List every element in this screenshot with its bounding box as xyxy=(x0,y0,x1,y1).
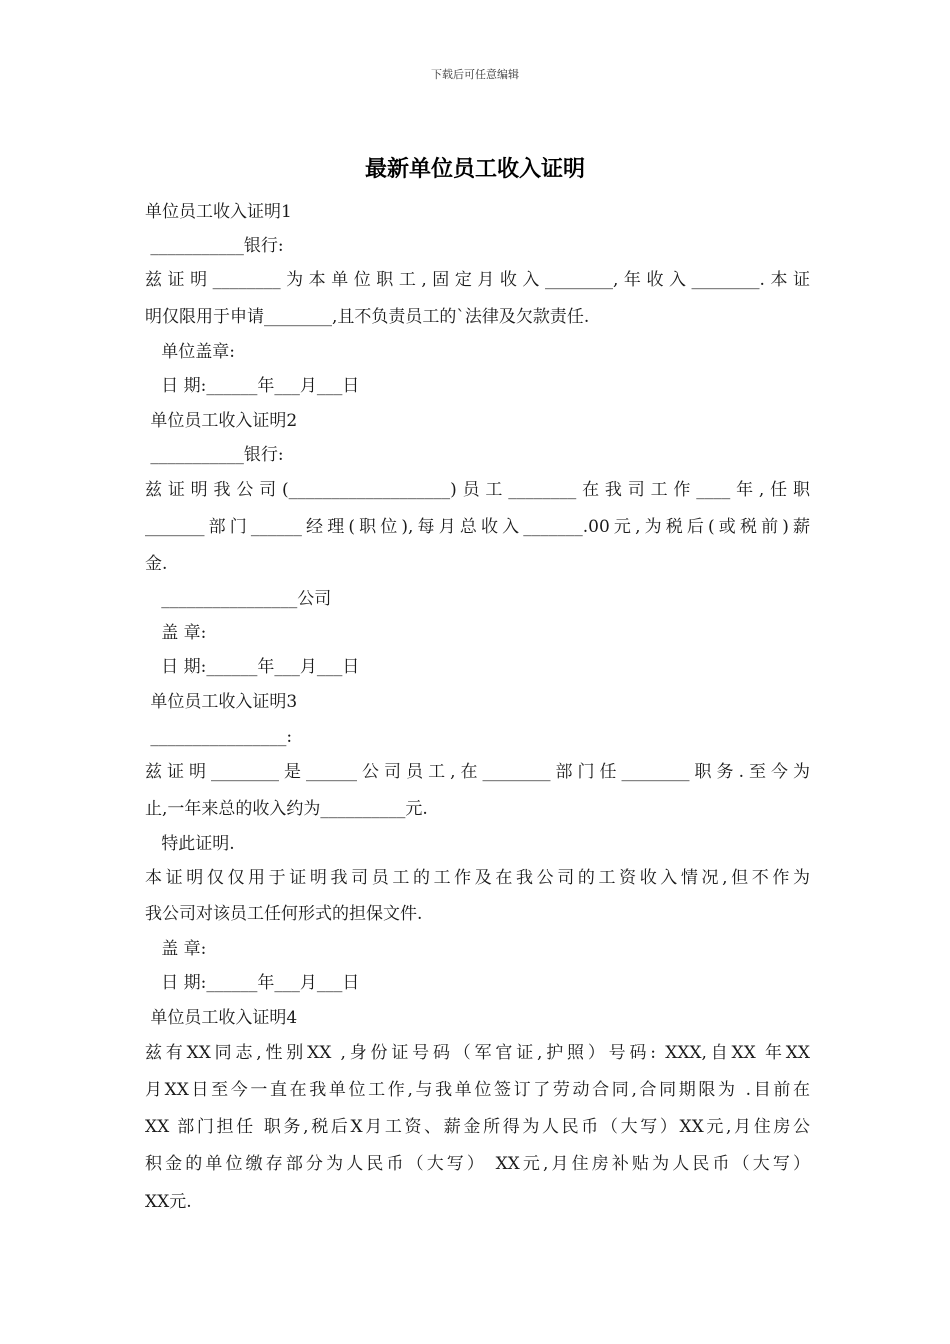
body-line: 月XX日至今一直在我单位工作,与我单位签订了劳动合同,合同期限为 .目前在 xyxy=(145,1080,810,1100)
addressee-line: ___________银行: xyxy=(145,236,284,256)
section-heading-2: 单位员工收入证明2 xyxy=(145,411,298,431)
body-line: 兹有XX同志,性别XX ,身份证号码（军官证,护照）号码: XXX,自XX 年XX xyxy=(145,1043,810,1063)
body-line: 兹证明我公司(___________________)员工________在我司工作____年,任职 xyxy=(145,480,810,500)
section-heading-1: 单位员工收入证明1 xyxy=(145,202,292,222)
body-line: 金. xyxy=(145,554,168,574)
body-line: _______部门______经理(职位),每月总收入_______.00元,为税后(或税前)薪 xyxy=(145,517,810,537)
body-line: 止,一年来总的收入约为__________元. xyxy=(145,799,428,819)
section-heading-4: 单位员工收入证明4 xyxy=(145,1008,298,1028)
company-line: ________________公司 xyxy=(145,589,332,609)
body-line: 我公司对该员工任何形式的担保文件. xyxy=(145,904,423,924)
addressee-line: ________________: xyxy=(145,727,293,747)
body-line: 兹证明________是______公司员工,在________部门任________职务.至今为 xyxy=(145,762,810,782)
date-line: 日 期:______年___月___日 xyxy=(145,973,360,993)
seal-line: 盖 章: xyxy=(145,623,207,643)
body-line: XX元. xyxy=(145,1192,192,1212)
body-line: 积金的单位缴存部分为人民币（大写） XX元,月住房补贴为人民币（大写） xyxy=(145,1154,810,1174)
section-heading-3: 单位员工收入证明3 xyxy=(145,692,298,712)
seal-line: 单位盖章: xyxy=(145,342,235,362)
body-line: 兹证明________为本单位职工,固定月收入________,年收入________.本证 xyxy=(145,270,810,290)
addressee-line: ___________银行: xyxy=(145,445,284,465)
header-note: 下载后可任意编辑 xyxy=(431,68,519,81)
body-line: XX 部门担任 职务,税后X月工资、薪金所得为人民币（大写）XX元,月住房公 xyxy=(145,1117,810,1137)
body-line: 明仅限用于申请________,且不负责员工的`法律及欠款责任. xyxy=(145,307,590,327)
body-line: 特此证明. xyxy=(145,834,235,854)
date-line: 日 期:______年___月___日 xyxy=(145,376,360,396)
date-line: 日 期:______年___月___日 xyxy=(145,657,360,677)
body-line: 本证明仅仅用于证明我司员工的工作及在我公司的工资收入情况,但不作为 xyxy=(145,868,810,888)
document-title: 最新单位员工收入证明 xyxy=(364,156,585,182)
seal-line: 盖 章: xyxy=(145,939,207,959)
